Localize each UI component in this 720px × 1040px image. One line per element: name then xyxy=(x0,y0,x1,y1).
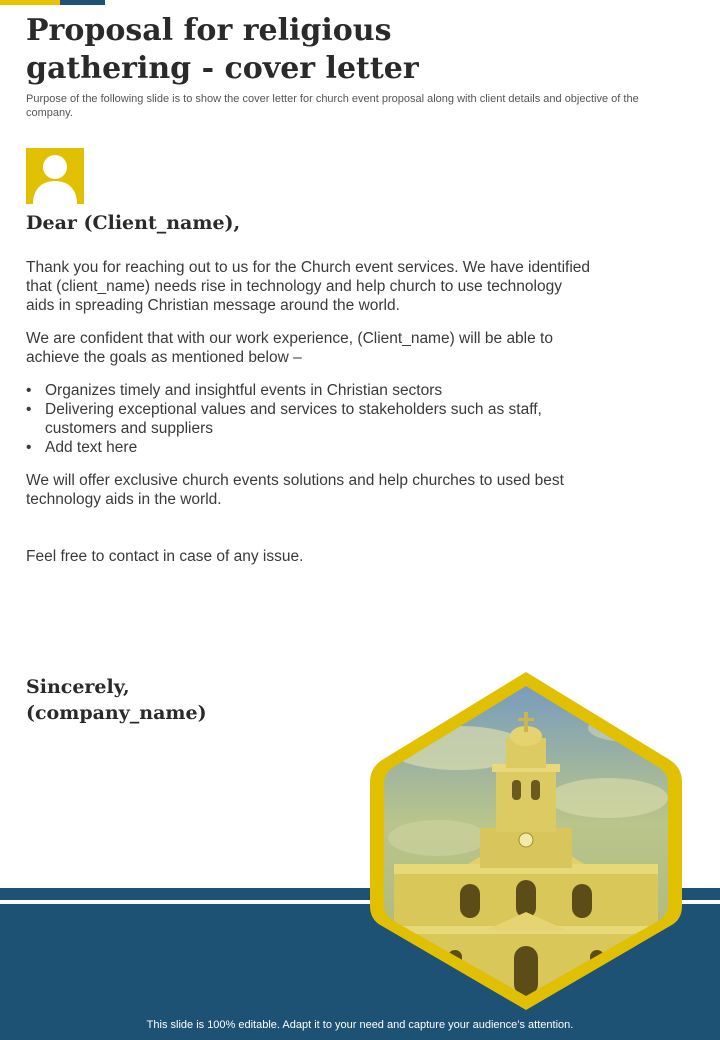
page-title: Proposal for religious gathering - cover letter xyxy=(26,13,419,86)
signature-block xyxy=(26,674,207,726)
paragraph-contact: Feel free to contact in case of any issue. xyxy=(26,548,304,565)
company-name: (company_name) xyxy=(26,702,207,724)
top-accent-bar-blue xyxy=(60,0,105,5)
page-subtitle: Purpose of the following slide is to show the cover letter for church event proposal along with client details and objective of the company. xyxy=(26,93,639,119)
letter-body xyxy=(26,258,591,580)
list-item: • Organizes timely and insightful events in Christian sectors xyxy=(45,381,591,400)
footer-note: This slide is 100% editable. Adapt it to your need and capture your audience’s attention. xyxy=(146,1019,574,1031)
greeting: Dear (Client_name), xyxy=(26,212,241,234)
church-image-hexagon xyxy=(368,668,684,1012)
top-accent-bar xyxy=(0,0,60,5)
goals-list xyxy=(26,381,591,457)
paragraph-offer: We will offer exclusive church events solutions and help churches to used best technology aids in the world. xyxy=(26,472,564,508)
paragraph-confidence: We are confident that with our work experience, (Client_name) will be able to achieve the goals as mentioned below – xyxy=(26,330,553,366)
paragraph-intro: Thank you for reaching out to us for the Church event services. We have identified that (client_name) needs rise in technology and help church to use technology aids in spreading Christian message around the world. xyxy=(26,259,591,314)
closing-salutation: Sincerely, xyxy=(26,676,130,698)
user-icon xyxy=(26,148,84,204)
list-item: • Add text here xyxy=(45,438,591,457)
list-item: • Delivering exceptional values and services to stakeholders such as staff, customers and suppliers xyxy=(45,400,591,438)
